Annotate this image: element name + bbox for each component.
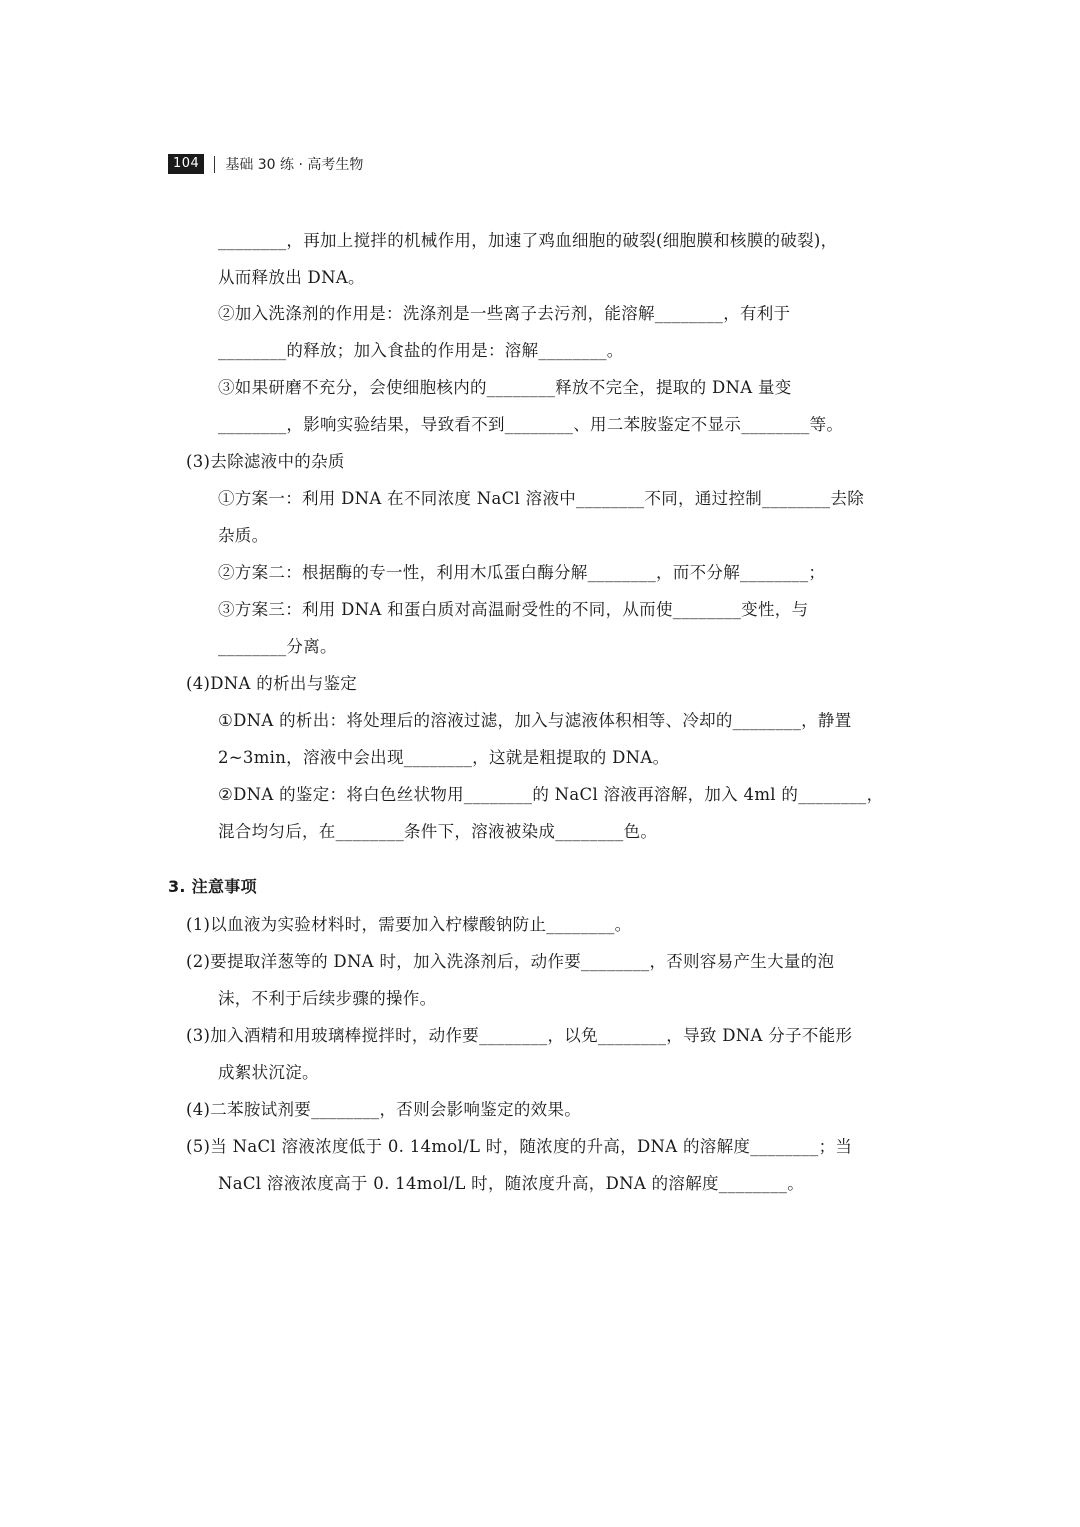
page-number: 104	[168, 154, 204, 174]
text-line: 从而释放出 DNA。	[218, 268, 365, 287]
text-line: ③如果研磨不充分，会使细胞核内的________释放不完全，提取的 DNA 量变	[218, 378, 792, 397]
text-line: (1)以血液为实验材料时，需要加入柠檬酸钠防止________。	[186, 915, 632, 934]
text-line: NaCl 溶液浓度高于 0. 14mol/L 时，随浓度升高，DNA 的溶解度________。	[218, 1174, 804, 1193]
text-line: ②加入洗涤剂的作用是：洗涤剂是一些离子去污剂，能溶解________，有利于	[218, 304, 791, 323]
text-line: (3)加入酒精和用玻璃棒搅拌时，动作要________，以免________，导致 DNA 分子不能形	[186, 1026, 853, 1045]
section-heading: (3)去除滤液中的杂质	[186, 452, 345, 471]
main-heading: 3. 注意事项	[168, 877, 257, 896]
text-line: ②DNA 的鉴定：将白色丝状物用________的 NaCl 溶液再溶解，加入 4ml 的________，	[218, 785, 884, 804]
text-line: (5)当 NaCl 溶液浓度低于 0. 14mol/L 时，随浓度的升高，DNA 的溶解度________；当	[186, 1137, 853, 1156]
text-line: ________的释放；加入食盐的作用是：溶解________。	[218, 341, 624, 360]
text-line: 沫，不利于后续步骤的操作。	[218, 989, 437, 1008]
text-line: ________，影响实验结果，导致看不到________、用二苯胺鉴定不显示________等。	[218, 415, 844, 434]
book-title: 基础 30 练 · 高考生物	[225, 157, 364, 173]
section-heading: (4)DNA 的析出与鉴定	[186, 674, 358, 693]
text-line: 成絮状沉淀。	[218, 1063, 319, 1082]
text-line: (2)要提取洋葱等的 DNA 时，加入洗涤剂后，动作要________，否则容易产生大量的泡	[186, 952, 835, 971]
text-line: ②方案二：根据酶的专一性，利用木瓜蛋白酶分解________，而不分解________；	[218, 563, 826, 582]
text-line: 杂质。	[218, 526, 269, 545]
text-line: ________分离。	[218, 637, 337, 656]
text-line: ________，再加上搅拌的机械作用，加速了鸡血细胞的破裂(细胞膜和核膜的破裂)，	[218, 231, 838, 250]
text-line: ③方案三：利用 DNA 和蛋白质对高温耐受性的不同，从而使________变性，与	[218, 600, 809, 619]
text-line: 2~3min，溶液中会出现________，这就是粗提取的 DNA。	[218, 748, 670, 767]
text-line: (4)二苯胺试剂要________，否则会影响鉴定的效果。	[186, 1100, 582, 1119]
text-line: ①DNA 的析出：将处理后的溶液过滤，加入与滤液体积相等、冷却的________，静置	[218, 711, 852, 730]
text-line: ①方案一：利用 DNA 在不同浓度 NaCl 溶液中________不同，通过控制________去除	[218, 489, 865, 508]
page-header	[168, 153, 363, 175]
text-line: 混合均匀后，在________条件下，溶液被染成________色。	[218, 822, 658, 841]
header-divider	[214, 156, 215, 173]
